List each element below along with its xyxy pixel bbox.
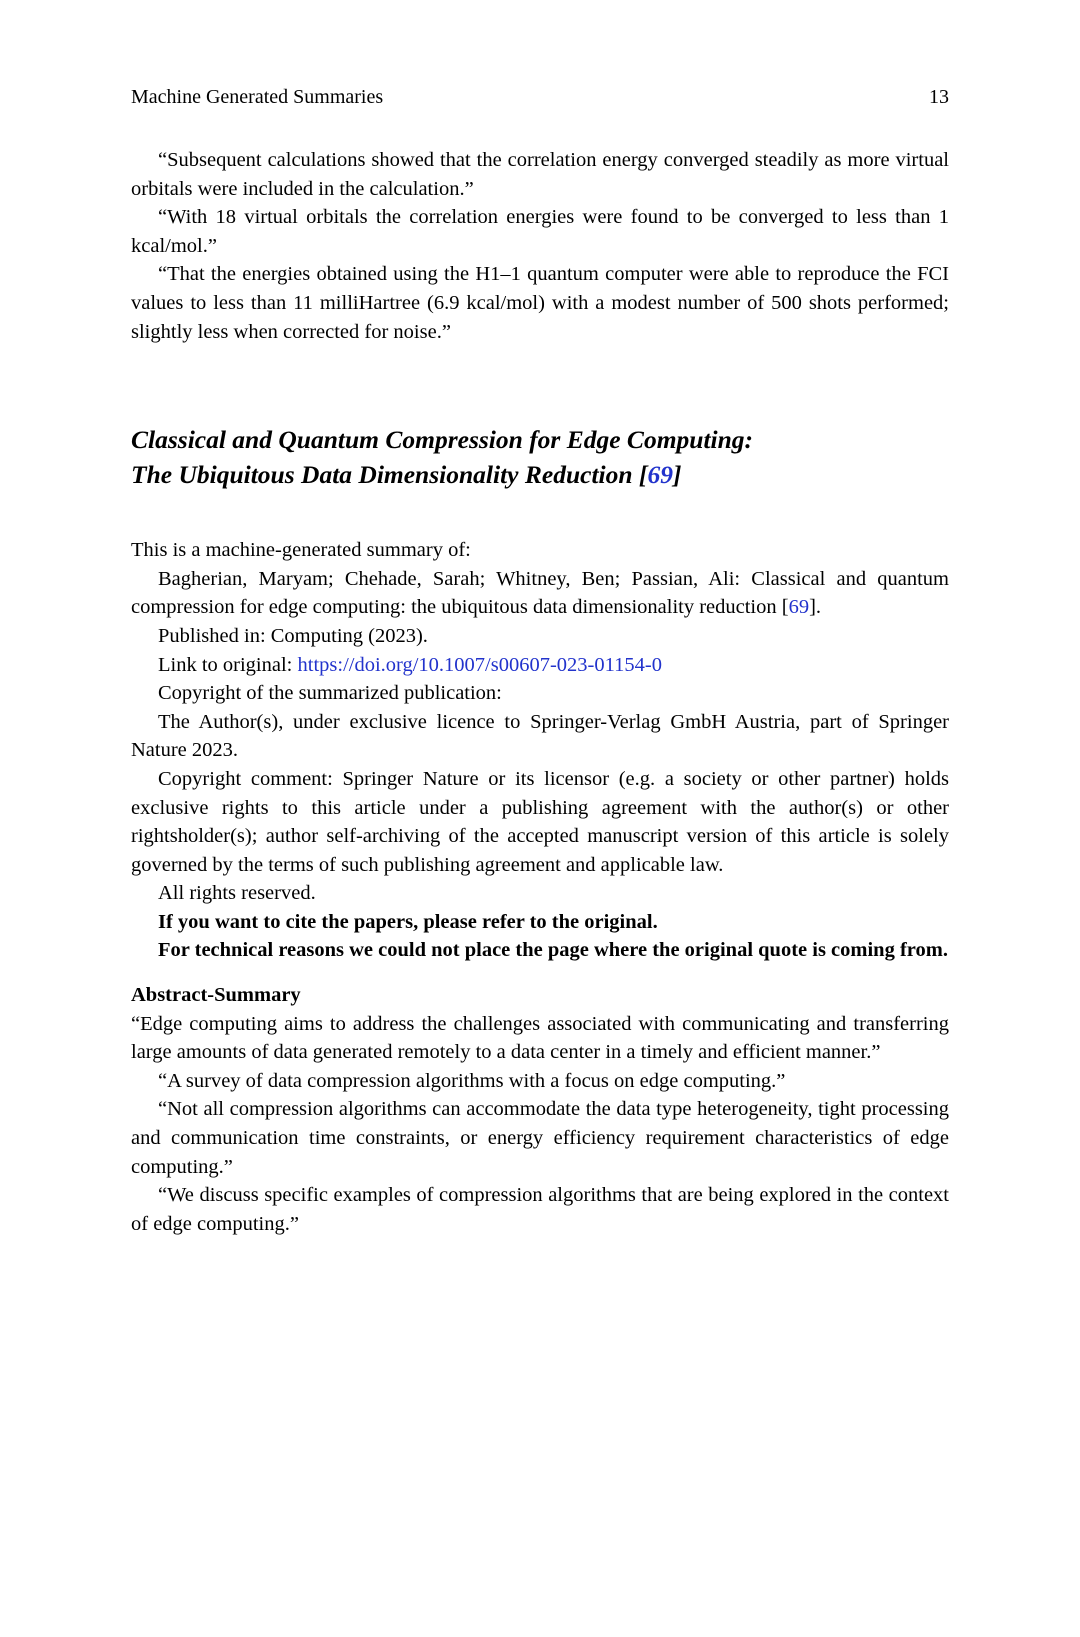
copyright-comment: Copyright comment: Springer Nature or its licensor (e.g. a society or other partner) holds exclusive rights to this article under a publishing agreement with the author(s) or other rightsholder(s); author self-archiving of the accepted manuscript version of this article is solely governed by the terms of such publishing agreement and applicable law. <box>131 767 949 876</box>
citation-suffix: ]. <box>809 596 822 619</box>
abstract-summary-heading: Abstract-Summary <box>131 984 301 1007</box>
section-title-line2: The Ubiquitous Data Dimensionality Reduction [ <box>131 460 648 490</box>
abstract-paragraph: “Not all compression algorithms can accommodate the data type heterogeneity, tight processing and communication time constraints, or energy efficiency requirement characteristics of edge computing.” <box>131 1098 949 1178</box>
link-label: Link to original: <box>158 653 298 676</box>
copyright-heading: Copyright of the summarized publication: <box>158 682 502 705</box>
previous-section-quotes <box>131 146 949 346</box>
abstract-paragraph: “Edge computing aims to address the challenges associated with communicating and transferring large amounts of data generated remotely to a data center in a timely and efficient manner.” <box>131 1012 949 1064</box>
cite-notice: If you want to cite the papers, please refer to the original. <box>158 910 658 933</box>
section-title-line1: Classical and Quantum Compression for Edge Computing: <box>131 425 754 455</box>
running-title: Machine Generated Summaries <box>131 86 384 108</box>
section-title <box>131 422 949 492</box>
summary-citation <box>131 565 949 622</box>
page-number: 13 <box>929 86 949 108</box>
page-header <box>131 85 949 109</box>
doi-link[interactable]: https://doi.org/10.1007/s00607-023-01154-0 <box>297 653 662 676</box>
link-to-original <box>131 651 949 680</box>
summary-metadata <box>131 536 949 965</box>
quote-paragraph: “Subsequent calculations showed that the correlation energy converged steadily as more virtual orbitals were included in the calculation.” <box>131 149 949 200</box>
quote-paragraph: “With 18 virtual orbitals the correlation energies were found to be converged to less than 1 kcal/mol.” <box>131 206 949 257</box>
section-title-close-bracket: ] <box>672 460 682 490</box>
abstract-paragraph: “We discuss specific examples of compression algorithms that are being explored in the context of edge computing.” <box>131 1184 949 1235</box>
abstract-summary-section <box>131 981 949 1238</box>
published-in: Published in: Computing (2023). <box>158 624 428 647</box>
rights-reserved: All rights reserved. <box>158 882 316 905</box>
citation-authors-text: Bagherian, Maryam; Chehade, Sarah; Whitney, Ben; Passian, Ali: Classical and quantum compression for edge computing: the ubiquitous data dimensionality reduction [ <box>131 567 949 619</box>
citation-ref-link[interactable]: 69 <box>647 460 673 490</box>
citation-ref-link[interactable]: 69 <box>788 596 810 619</box>
quote-paragraph: “That the energies obtained using the H1–1 quantum computer were able to reproduce the FCI values to less than 11 milliHartree (6.9 kcal/mol) with a modest number of 500 shots performed; slightly less when corrected for noise.” <box>131 263 949 343</box>
technical-notice: For technical reasons we could not place the page where the original quote is coming from. <box>158 939 948 962</box>
abstract-paragraph: “A survey of data compression algorithms with a focus on edge computing.” <box>158 1069 786 1092</box>
copyright-holder: The Author(s), under exclusive licence to Springer-Verlag GmbH Austria, part of Springer Nature 2023. <box>131 710 949 762</box>
summary-intro: This is a machine-generated summary of: <box>131 539 471 562</box>
page-body <box>131 146 949 1238</box>
